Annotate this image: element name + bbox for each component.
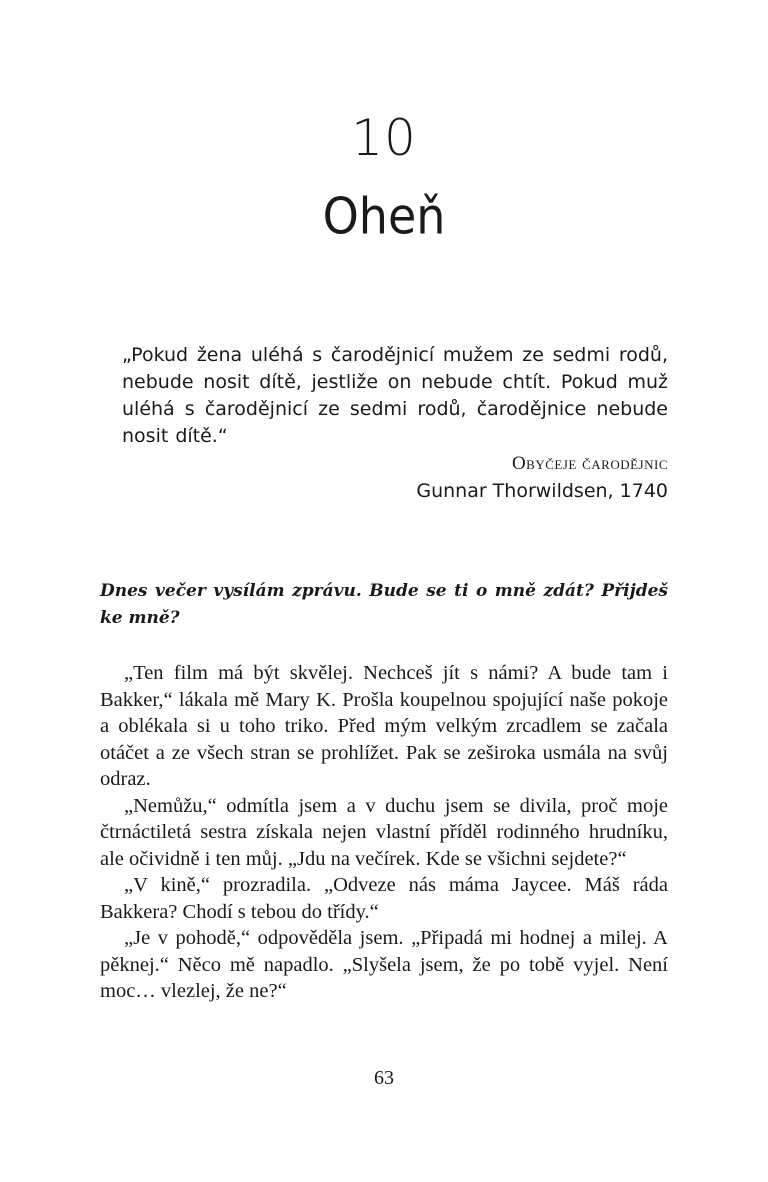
paragraph: „V kině,“ prozradila. „Odveze nás máma Jaycee. Máš ráda Bakkera? Chodí s tebou do třídy.“ <box>100 874 668 923</box>
chapter-number: 10 <box>351 109 417 167</box>
epigraph-source-book: Obyčeje čarodějnic <box>511 453 668 474</box>
page-number: 63 <box>374 1067 394 1089</box>
epigraph-quote: „Pokud žena uléhá s čarodějnicí mužem ze sedmi rodů, nebude nosit dítě, jestliže on nebude chtít. Pokud muž uléhá s čarodějnicí ze sedmi rodů, čarodějnice nebude nosit dítě.“ <box>122 344 668 447</box>
paragraph: „Nemůžu,“ odmítla jsem a v duchu jsem se divila, proč moje čtrnáctiletá sestra získala nejen vlastní příděl rodinného hrudníku, ale očividně i ten můj. „Jdu na večírek. Kde se všichni sejdete?“ <box>100 794 668 870</box>
script-message: Dnes večer vysílám zprávu. Bude se ti o mně zdát? Přijdeš ke mně? <box>100 581 668 628</box>
body-text <box>100 660 668 1005</box>
paragraph: „Ten film má být skvělej. Nechceš jít s námi? A bude tam i Bakker,“ lákala mě Mary K. Prošla koupelnou spojující naše pokoje a oblékala si u toho triko. Před mým velkým zrcadlem se začala otáčet a ze všech stran se prohlížet. Pak se zeširoka usmála na svůj odraz. <box>100 662 668 790</box>
epigraph-source-author: Gunnar Thorwildsen, 1740 <box>416 480 668 502</box>
paragraph: „Je v pohodě,“ odpověděla jsem. „Připadá mi hodnej a milej. A pěknej.“ Něco mě napadlo. „Slyšela jsem, že po tobě vyjel. Není moc… vlezlej, že ne?“ <box>100 927 668 1002</box>
epigraph-source <box>416 452 668 506</box>
chapter-title: Oheň <box>322 186 446 246</box>
